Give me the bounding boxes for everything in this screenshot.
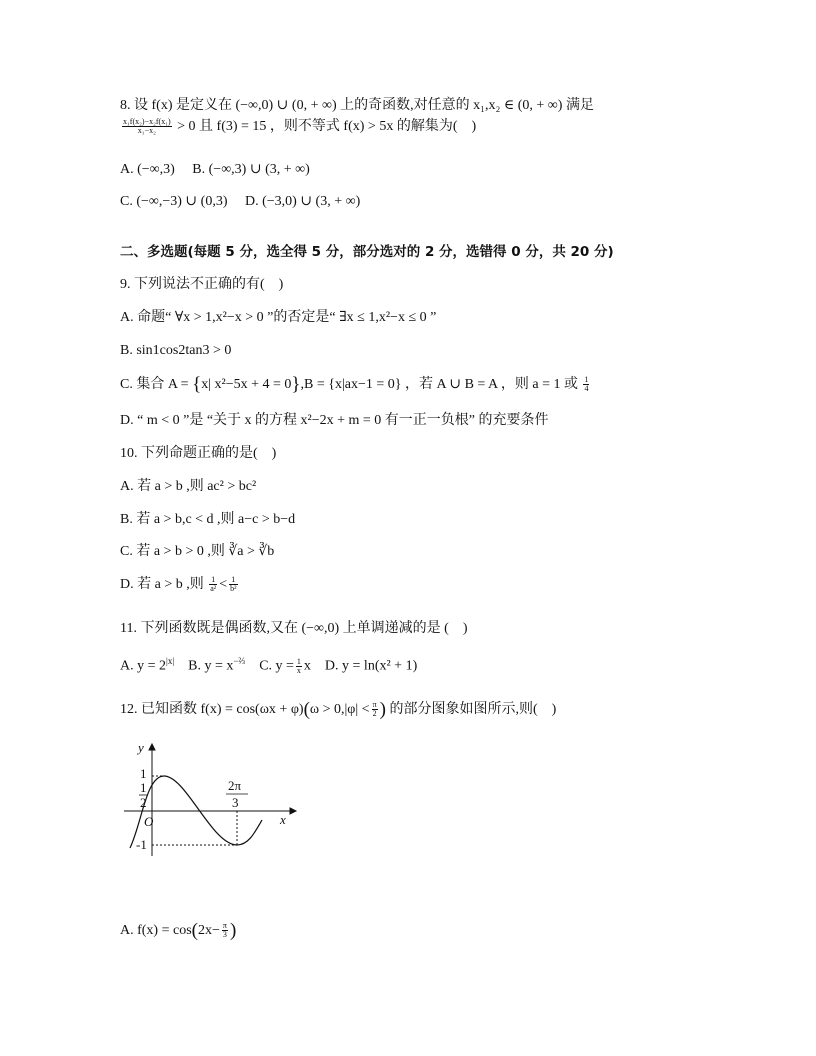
q8-line2 — [120, 118, 476, 136]
section-title-multiple-choice: 二、多选题(每题 5 分，选全得 5 分，部分选对的 2 分，选错得 0 分，共 20 分) — [120, 244, 614, 260]
y-axis-arrow — [149, 744, 155, 750]
tick-label-2pi3-num: 2π — [228, 778, 242, 793]
q9-c-fraction: $\frac{1}{4}$ — [584, 374, 589, 394]
q11-stem: 11. 下列函数既是偶函数,又在 (−∞,0) 上单调递减的是 ( ) — [120, 621, 468, 636]
q10-option-a: A. 若 a > b ,则 ac² > bc² — [120, 479, 257, 494]
tick-label-half-num: 1 — [140, 780, 147, 795]
q9-stem: 9. 下列说法不正确的有( ) — [120, 277, 284, 292]
tick-label-1: 1 — [140, 766, 147, 781]
q12-stem: 12. 已知函数 f(x) = cos(ωx + φ)(ω > 0,|φ| < $\frac{\pi}{2}$ ) 的部分图象如图所示,则( ) — [120, 699, 557, 720]
q11-options: A. $y = 2^{|x|}$ B. $y = x^{-\frac{2}{3}}$ C. y = $\frac{1}{x}$ x D. y = ln(x² + 1) — [120, 656, 418, 675]
q9-option-c: C. 集合 A = {x| x²−5x + 4 = 0},B = {x|ax−1 = 0} ，若 A ∪ B = A ，则 a = 1 或 $\frac{1}{4}$ — [120, 374, 589, 395]
q10-option-c: C. 若 a > b > 0 ,则 ∛a > ∛b — [120, 544, 275, 559]
origin-label: O — [144, 814, 154, 829]
q10-stem: 10. 下列命题正确的是( ) — [120, 446, 277, 461]
q10-option-b: B. 若 a > b,c < d ,则 a−c > b−d — [120, 512, 296, 527]
q10-option-d: D. 若 a > b ,则 $\frac{1}{\text{a²}}$ < $\frac{1}{\text{b²}}$ — [120, 575, 237, 594]
q9-option-d: D. “ m < 0 ”是 “关于 x 的方程 x²−2x + m = 0 有一正一负根” 的充要条件 — [120, 413, 549, 428]
q9-option-a: A. 命题“ ∀x > 1,x²−x > 0 ”的否定是“ ∃x ≤ 1,x²−x ≤ 0 ” — [120, 310, 437, 325]
q8-line1: 8. 设 f(x) 是定义在 (−∞,0) ∪ (0, + ∞) 上的奇函数,对任意的 x₁,x₂ ∈ (0, + ∞) 满足 — [120, 98, 594, 113]
q8-options-ab: A. (−∞,3) B. (−∞,3) ∪ (3, + ∞) — [120, 162, 310, 177]
q9-option-b: B. sin1cos2tan3 > 0 — [120, 343, 232, 358]
cosine-curve — [130, 776, 262, 848]
y-axis-label: y — [138, 740, 144, 755]
q12-option-a: A. f(x) = cos(2x− $\frac{\pi}{3}$ ) — [120, 920, 237, 941]
q10-d-fraction-b: $\frac{1}{\text{b²}}$ — [230, 575, 237, 594]
tick-label-half-den: 2 — [140, 795, 147, 810]
x-axis-arrow — [290, 808, 296, 814]
q8-options-cd: C. (−∞,−3) ∪ (0,3) D. (−3,0) ∪ (3, + ∞) — [120, 194, 361, 209]
q10-d-fraction-a: $\frac{1}{\text{a²}}$ — [210, 575, 217, 594]
q8-condition: > 0 且 f(3) = 15 ，则不等式 f(x) > 5x 的解集为( ) — [177, 119, 477, 135]
tick-label-neg1: -1 — [136, 837, 147, 852]
cosine-graph — [120, 738, 300, 858]
q8-fraction: $\frac{\text{x₁f(x₂)−x₂f(x₁)}}{\text{x₁−x₂}}$ — [123, 117, 171, 136]
tick-label-2pi3-den: 3 — [232, 795, 239, 810]
x-axis-label: x — [280, 812, 286, 827]
